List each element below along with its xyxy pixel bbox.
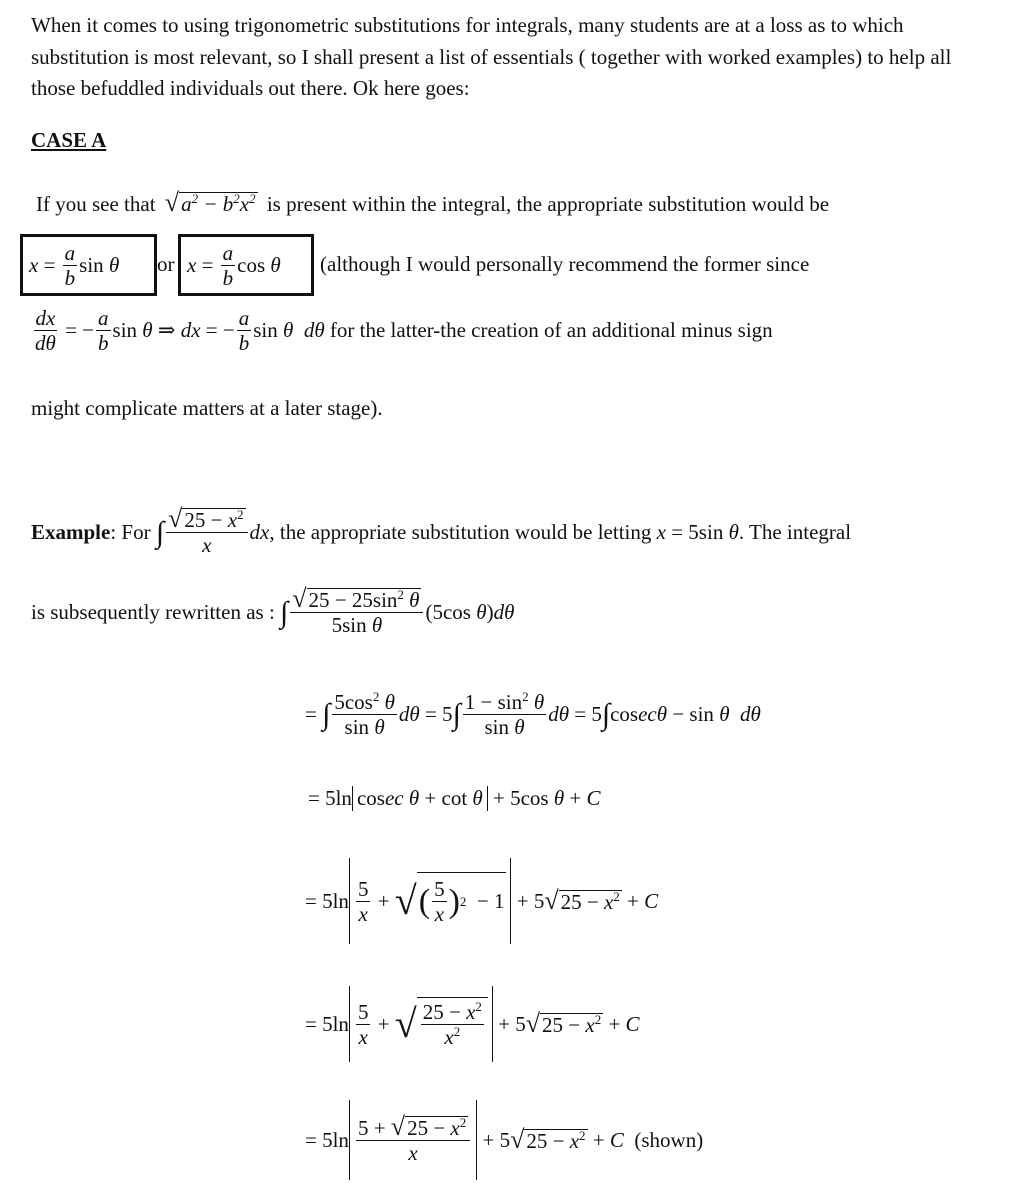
example-label: Example [31,520,111,544]
integral-text: . The integral [738,520,852,544]
latter-note: for the latter-the creation of an additional minus sign [329,318,773,342]
rewritten-line: is subsequently rewritten as : ∫ $\frac{√25 - 25\sin^2 \theta}{\text{5sin θ}}$ (5cos θ)dθ [31,584,515,637]
step-3: = 5ln $\frac{5}{x}$ + √ ( $\frac{5}{x}$ ) 2 − 1 + 5 √ $25 - x^2$ + C [305,858,658,944]
after-integral: , the appropriate substitution would be letting [269,520,652,544]
rewritten-text: is subsequently rewritten as : [31,600,275,624]
line1-suffix: is present within the integral, the appropriate substitution would be [266,192,830,216]
shown-text: (shown) [634,1127,704,1152]
continuation-text: might complicate matters at a later stage). [31,396,383,420]
substitution-box-sin: x = $\frac{a}{b}$ sin θ [20,234,157,296]
for-text: : For [110,520,151,544]
substitution-box-cos: x = $\frac{a}{b}$ cos θ [178,234,314,296]
intro-paragraph: When it comes to using trigonometric substitutions for integrals, many students are at a loss as to which substitution is most relevant, so I shall present a list of essentials ( together with worked examples) to help all those befuddled individuals out there. Ok here goes: [31,13,952,100]
derivative-line: $\frac{dx}{d\theta}$ = − $\frac{a}{b}$ sin θ ⇒ dx = − $\frac{a}{b}$ sin θ dθ for the latter-the creation of an additional minus sign [35,306,773,355]
step-5: = 5ln $\frac{5 + √25 - x^2}{x}$ + 5 √ $25 - x^2$ + C (shown) [305,1100,703,1180]
step-1: = ∫ $\frac{5\cos^2 \theta}{\text{sin θ}}$ dθ = 5 ∫ $\frac{1 - \sin^2 \theta}{\text{sin θ}}$ dθ = 5 ∫ cos ecθ − sin θ dθ [305,689,761,739]
or-text: or [157,252,175,276]
sqrt-expression: $√a^2 - b^2x^2$ [164,188,256,217]
line1-prefix: If you see that [36,192,156,216]
step-2: = 5ln cosec θ + cot θ + 5cos θ + C [308,786,601,810]
example-line: Example : For ∫ $\frac{√25 - x^2}{x}$ dx , the appropriate substitution would be letting x = 5sin θ . The integral [31,504,852,557]
case-a-heading: CASE A [31,128,107,152]
case-a-line-1 [36,188,830,217]
step-4: = 5ln $\frac{5}{x}$ + √ $\frac{25 - x^2}{x^2}$ + 5 √ $25 - x^2$ + C [305,986,640,1062]
paren-note: (although I would personally recommend the former since [320,252,810,276]
